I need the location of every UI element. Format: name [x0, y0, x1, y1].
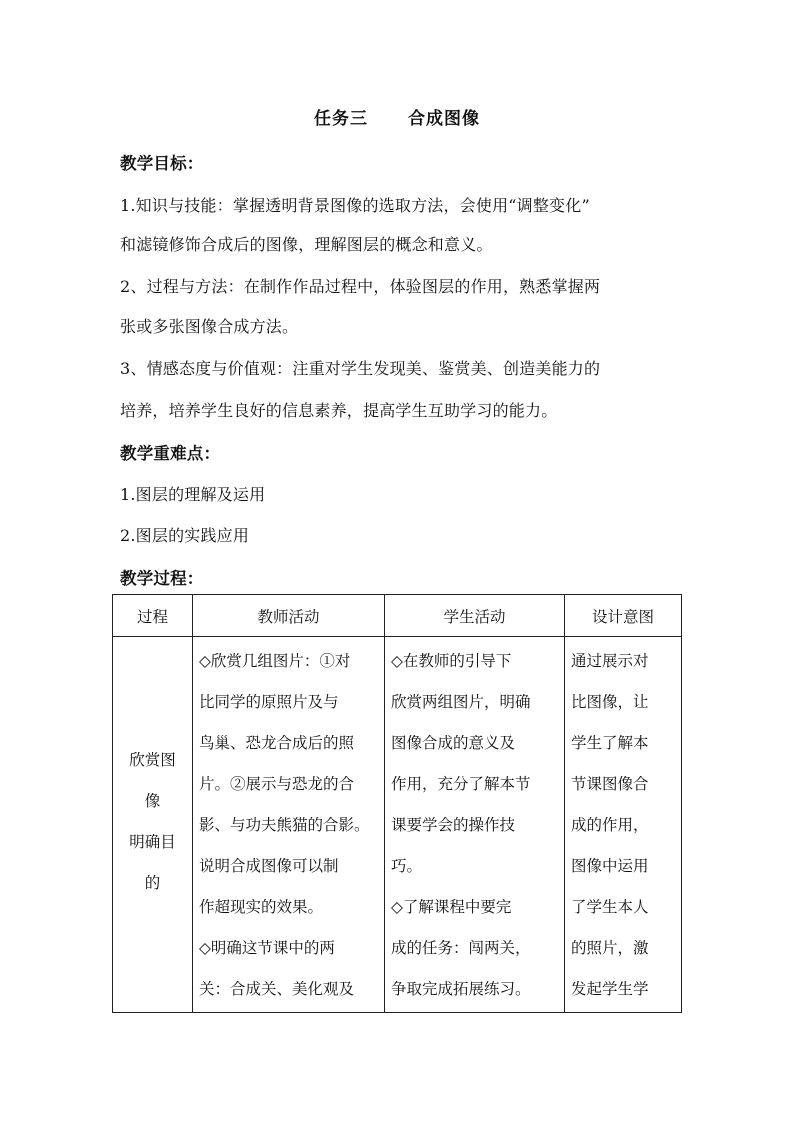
objective-2-line2: 张或多张图像合成方法。: [120, 317, 299, 336]
objectives-heading: 教学目标：: [120, 154, 204, 173]
cell-teacher-activity: [193, 637, 385, 1013]
design-intent-text: 通过展示对 比图像，让 学生了解本 节课图像合 成的作用， 图像中运用 了学生本人 的照片，激 发起学生学: [571, 652, 649, 998]
cell-design-intent: [565, 637, 682, 1013]
process-heading: 教学过程：: [120, 569, 204, 588]
header-design-intent: 设计意图: [565, 595, 682, 637]
cell-student-activity: [385, 637, 565, 1013]
page-title: [0, 104, 794, 129]
objective-1-line2: 和滤镜修饰合成后的图像，理解图层的概念和意义。: [120, 235, 493, 254]
student-activity-text: ◇在教师的引导下 欣赏两组图片，明确 图像合成的意义及 作用，充分了解本节 课要学会的操作技 巧。 ◇了解课程中要完 成的任务：闯两关， 争取完成拓展练习。: [391, 652, 531, 998]
teacher-activity-text: ◇欣赏几组图片：①对 比同学的原照片及与 鸟巢、恐龙合成后的照 片。②展示与恐龙的合 影、与功夫熊猫的合影。 说明合成图像可以制 作超现实的效果。 ◇明确这节课中的两 关：合成关、美化观及: [199, 652, 370, 998]
title-part2: 合成图像: [408, 109, 480, 129]
process-text: 欣赏图 像 明确目 的: [129, 751, 176, 892]
header-process: 过程: [113, 595, 193, 637]
key-point-1: 1.图层的理解及运用: [120, 485, 266, 504]
table-header-row: [113, 595, 682, 637]
objective-1-line1: 1.知识与技能：掌握透明背景图像的选取方法，会使用“调整变化”: [120, 196, 590, 215]
cell-process: [113, 637, 193, 1013]
header-student-activity: 学生活动: [385, 595, 565, 637]
header-teacher-activity: 教师活动: [193, 595, 385, 637]
title-part1: 任务三: [314, 109, 368, 129]
key-point-2: 2.图层的实践应用: [120, 526, 250, 545]
table-row: [113, 637, 682, 1013]
key-points-heading: 教学重难点：: [120, 444, 221, 463]
objective-3-line2: 培养，培养学生良好的信息素养，提高学生互助学习的能力。: [120, 401, 558, 420]
objective-2-line1: 2、过程与方法：在制作作品过程中，体验图层的作用，熟悉掌握两: [120, 277, 601, 296]
objective-3-line1: 3、情感态度与价值观：注重对学生发现美、鉴赏美、创造美能力的: [120, 359, 601, 378]
lesson-process-table: [112, 594, 682, 1013]
